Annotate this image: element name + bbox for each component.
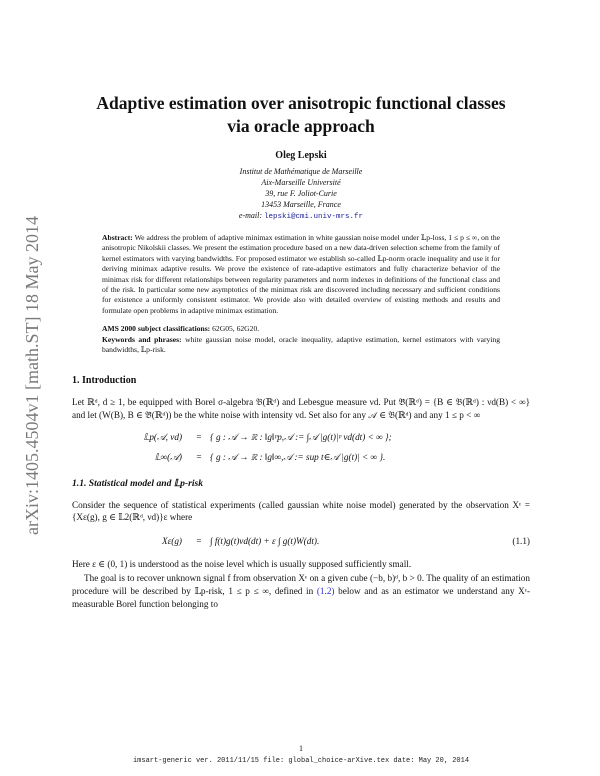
goal-paragraph (72, 572, 530, 610)
ams-label: AMS 2000 subject classifications: (102, 324, 211, 334)
equation-lhs: Xε(g) (162, 535, 182, 546)
equals-sign: = (196, 535, 202, 546)
goal-text-end: below and as an estimator we understand any Xᵋ-measurable Borel function belonging to (72, 586, 530, 609)
paper-title (72, 92, 530, 138)
model-paragraph: Consider the sequence of statistical experiments (called gaussian white noise model) generated by the observation Xᵋ = {Xε(g), g ∈ 𝕃2(ℝᵈ, νd)}ε where (72, 499, 530, 523)
intro-paragraph: Let ℝᵈ, d ≥ 1, be equipped with Borel σ-algebra 𝔅(ℝᵈ) and Lebesgue measure νd. Put 𝔅̃(ℝᵈ) = {B ∈ 𝔅(ℝᵈ) : νd(B) < ∞} and let (W(B), B ∈ 𝔅̃(ℝᵈ)) be the white noise with intensity νd. Set also for any 𝒜 ∈ 𝔅(ℝᵈ) and any 1 ≤ p < ∞ (72, 397, 530, 421)
title-line-2: via oracle approach (227, 116, 375, 136)
abstract (102, 233, 500, 316)
page-footer (72, 744, 530, 765)
equation-rhs: ∫ f(t)g(t)νd(dt) + ε ∫ g(t)W(dt). (210, 535, 320, 546)
keywords-block (102, 324, 500, 355)
display-equation-lp-space (72, 430, 530, 464)
equals-sign: = (196, 431, 202, 442)
equation-rhs: { g : 𝒜 → ℝ : ‖g‖∞,𝒜 := sup t∈𝒜 |g(t)| < ∞ }. (210, 451, 386, 462)
equation-reference-link[interactable]: (1.2) (316, 586, 335, 597)
footer-file-info: imsart-generic ver. 2011/11/15 file: global_choice-arXive.tex date: May 20, 2014 (132, 757, 470, 765)
equation-rhs: { g : 𝒜 → ℝ : ‖g‖ᵖp,𝒜 := ∫𝒜 |g(t)|ᵖ νd(dt) < ∞ }; (210, 431, 392, 442)
arxiv-sidebar-stamp (10, 160, 54, 590)
page-number: 1 (299, 744, 303, 753)
email-link[interactable]: lepski@cmi.univ-mrs.fr (264, 213, 364, 221)
ams-classification (102, 324, 500, 334)
abstract-text: We address the problem of adaptive minimax estimation in white gaussian noise model under 𝕃p-loss, 1 ≤ p ≤ ∞, on the anisotropic Nikolskii classes. We present the estimation procedure based on a new data-driven selection scheme from the family of kernel estimators with varying bandwidths. For proposed estimator we establish so-called 𝕃p-norm oracle inequality and use it for deriving minimax adaptive results. We prove the existence of rate-adaptive estimators and fully characterize behavior of the minimax risk for different relationships between regularity parameters and norm indexes in definitions of the functional class and of the risk. In particular some new asymptotics of the minimax risk are discovered including necessary and sufficient conditions for existence a uniformly consistent estimator. We provide also with detailed overview of existing methods and results and formulate open problems in adaptive minimax estimation. (102, 233, 500, 315)
title-line-1: Adaptive estimation over anisotropic functional classes (96, 93, 506, 113)
affiliation-block (72, 166, 530, 210)
equation-number: (1.1) (512, 535, 530, 546)
equals-sign: = (196, 451, 202, 462)
keywords-label: Keywords and phrases: (102, 334, 182, 344)
affiliation-line: Institut de Mathématique de Marseille (239, 167, 363, 176)
affiliation-line: 39, rue F. Joliot-Curie (265, 189, 337, 198)
email-line (72, 210, 530, 223)
section-heading-introduction: 1. Introduction (72, 375, 137, 387)
author-name: Oleg Lepski (275, 150, 327, 161)
noise-level-paragraph: Here ε ∈ (0, 1) is understood as the noise level which is usually supposed sufficiently small. (72, 558, 412, 569)
email-label: e-mail: (238, 211, 265, 220)
affiliation-line: Aix-Marseille Université (261, 178, 341, 187)
paper-page (72, 0, 530, 610)
affiliation-line: 13453 Marseille, France (261, 200, 341, 209)
subsection-heading-statistical-model: 1.1. Statistical model and 𝕃p-risk (72, 477, 204, 489)
arxiv-id: arXiv:1405.4504v1 [math.ST] 18 May 2014 (21, 215, 42, 535)
keywords (102, 335, 500, 356)
equation-lhs: 𝕃p(𝒜, νd) (143, 431, 182, 442)
display-equation-1-1 (72, 534, 530, 548)
ams-value: 62G05, 62G20. (210, 324, 260, 334)
equation-lhs: 𝕃∞(𝒜) (154, 451, 182, 462)
keywords-value: white gaussian noise model, oracle inequality, adaptive estimation, kernel estimators with varying bandwidths, 𝕃p-risk. (102, 334, 500, 355)
abstract-label: Abstract: (102, 233, 133, 242)
goal-text-start: The goal is to recover unknown signal f from observation Xᵋ on a given cube (−b, b)ᵈ, b > 0. The quality of an estimation procedure will be described by 𝕃p-risk, 1 ≤ p ≤ ∞, defined in (72, 573, 530, 597)
